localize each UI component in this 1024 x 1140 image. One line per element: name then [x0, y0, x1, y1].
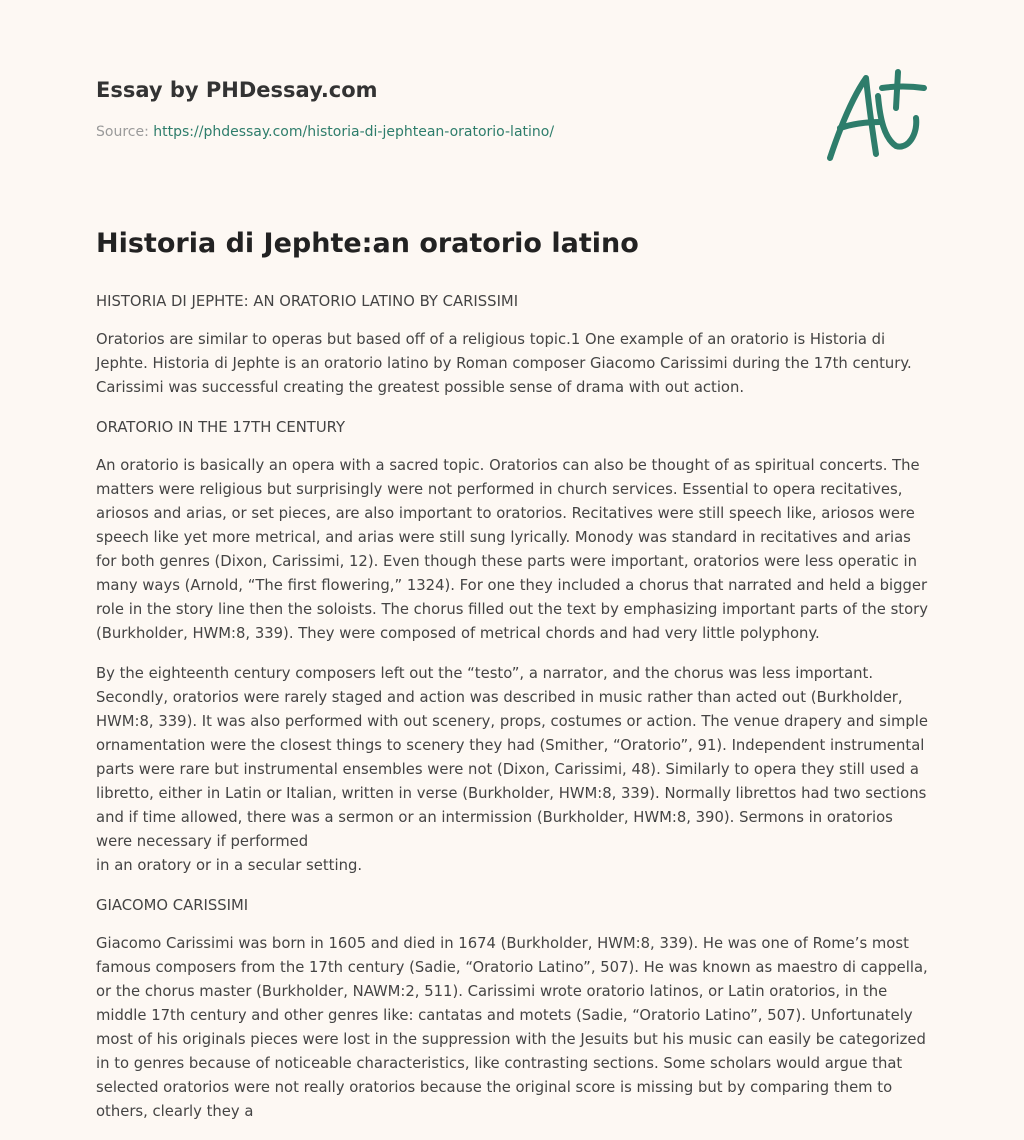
article-title: Historia di Jephte:an oratorio latino: [96, 228, 639, 259]
article-subtitle: HISTORIA DI JEPHTE: AN ORATORIO LATINO BY CARISSIMI: [96, 293, 519, 310]
source-label: Source:: [96, 124, 149, 140]
section-heading-carissimi: GIACOMO CARISSIMI: [96, 897, 249, 914]
paragraph-eighteenth-century: By the eighteenth century composers left out the “testo”, a narrator, and the chorus was less important. Secondly, oratorios were rarely staged and action was described in music rather than acted out (Burkholder, HWM:8, 339). It was also performed with out scenery, props, costumes or action. The venue drapery and simple ornamentation were the closest things to scenery they had (Smither, “Oratorio”, 91). Independent instrumental parts were rare but instrumental ensembles were not (Dixon, Carissimi, 48). Similarly to opera they still used a libretto, either in Latin or Italian, written in verse (Burkholder, HWM:8, 339). Normally librettos had two sections and if time allowed, there was a sermon or an intermission (Burkholder, HWM:8, 390). Sermons in oratorios were necessary if performed in an oratory or in a secular setting.: [96, 665, 928, 874]
article: [96, 224, 931, 1140]
source-link[interactable]: https://phdessay.com/historia-di-jephtean-oratorio-latino/: [153, 124, 555, 140]
paragraph-oratorio: An oratorio is basically an opera with a sacred topic. Oratorios can also be thought of as spiritual concerts. The matters were religious but surprisingly were not performed in church services. Essential to opera recitatives, ariosos and arias, or set pieces, are also important to oratorios. Recitatives were still speech like, ariosos were speech like yet more metrical, and arias were still sung lyrically. Monody was standard in recitatives and arias for both genres (Dixon, Carissimi, 12). Even though these parts were important, oratorios were less operatic in many ways (Arnold, “The first flowering,” 1324). For one they included a chorus that narrated and held a bigger role in the story line then the soloists. The chorus filled out the text by emphasizing important parts of the story (Burkholder, HWM:8, 339). They were composed of metrical chords and had very little polyphony.: [96, 457, 928, 642]
paragraph-intro: Oratorios are similar to operas but based off of a religious topic.1 One example of an oratorio is Historia di Jephte. Historia di Jephte is an oratorio latino by Roman composer Giacomo Carissimi during the 17th century. Carissimi was successful creating the greatest possible sense of drama with out action.: [96, 331, 912, 396]
section-heading-oratorio: ORATORIO IN THE 17TH CENTURY: [96, 419, 346, 436]
a-plus-logo-icon: [822, 68, 928, 164]
site-brand: Essay by PHDessay.com: [96, 78, 378, 102]
source-line: [96, 124, 554, 140]
paragraph-carissimi: Giacomo Carissimi was born in 1605 and died in 1674 (Burkholder, HWM:8, 339). He was one of Rome’s most famous composers from the 17th century (Sadie, “Oratorio Latino”, 507). He was known as maestro di cappella, or the chorus master (Burkholder, NAWM:2, 511). Carissimi wrote oratorio latinos, or Latin oratorios, in the middle 17th century and other genres like: cantatas and motets (Sadie, “Oratorio Latino”, 507). Unfortunately most of his originals pieces were lost in the suppression with the Jesuits but his music can easily be categorized in to genres because of noticeable characteristics, like contrasting sections. Some scholars would argue that selected oratorios were not really oratorios because the original score is missing but by comparing them to others, clearly they a: [96, 935, 928, 1120]
